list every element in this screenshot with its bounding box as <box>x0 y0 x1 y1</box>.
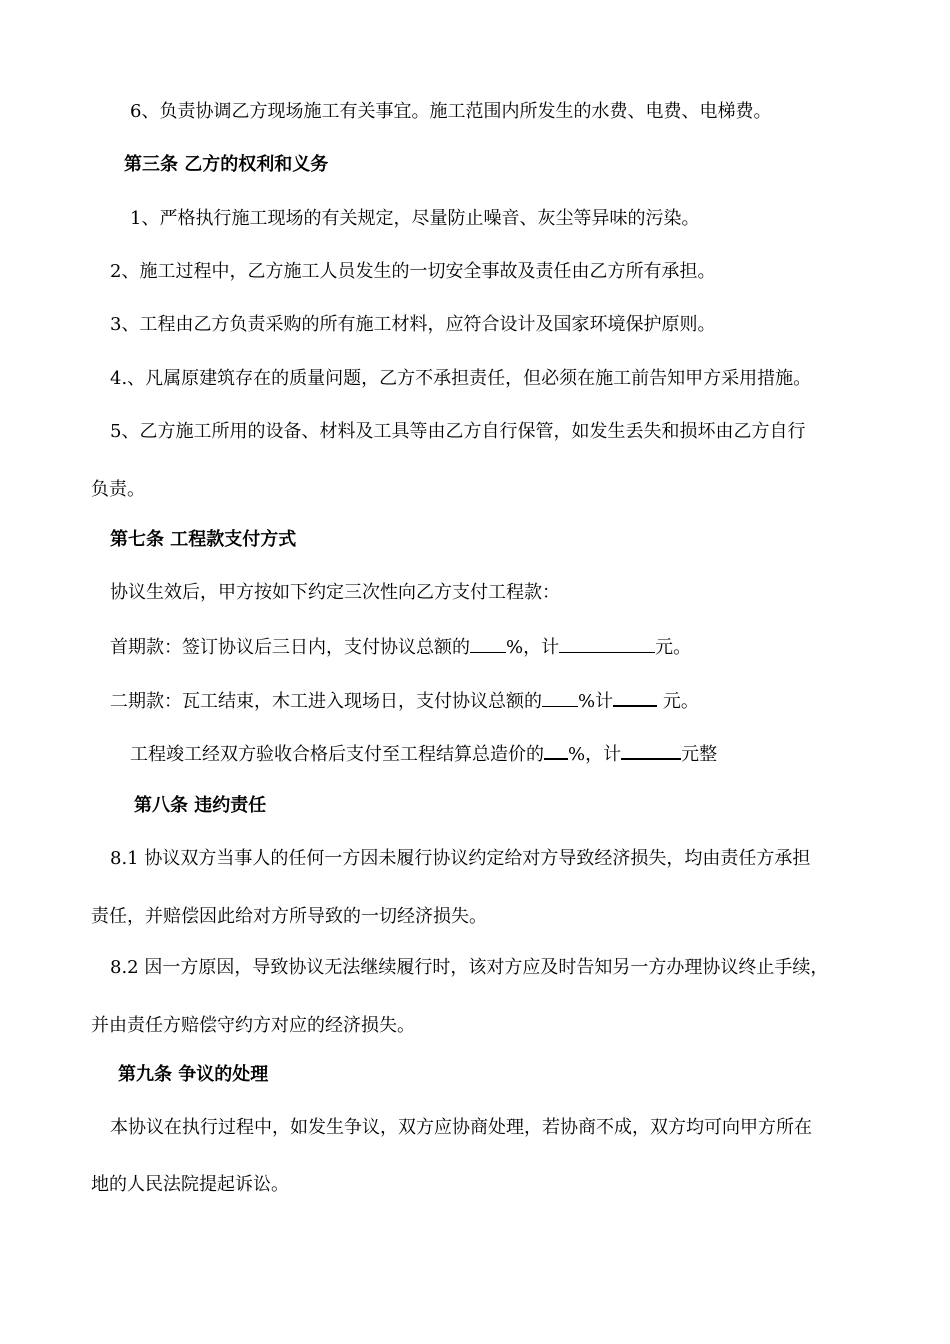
payment-first-installment <box>110 634 691 660</box>
payment-final-unit: %，计 <box>568 744 622 765</box>
clause-8-1-line1: 8.1 协议双方当事人的任何一方因未履行协议约定给对方导致经济损失，均由责任方承担 <box>110 848 811 869</box>
payment-intro: 协议生效后，甲方按如下约定三次性向乙方支付工程款： <box>110 582 560 603</box>
payment-second-amount-blank <box>613 687 657 707</box>
payment-final-text: 工程竣工经双方验收合格后支付至工程结算总造价的 <box>130 744 544 765</box>
article-8-heading: 第八条 违约责任 <box>134 795 267 816</box>
article-9-heading: 第九条 争议的处理 <box>118 1064 269 1085</box>
payment-second-suffix: 元。 <box>657 691 699 712</box>
payment-second-percent-blank <box>542 688 578 707</box>
payment-final-amount-blank <box>621 740 681 760</box>
payment-first-percent-blank <box>470 634 506 653</box>
clause-8-1-line2: 责任，并赔偿因此给对方所导致的一切经济损失。 <box>91 906 487 927</box>
article-3-item-2: 2、施工过程中，乙方施工人员发生的一切安全事故及责任由乙方所有承担。 <box>110 261 716 282</box>
article-3-item-5-line2: 负责。 <box>91 479 145 500</box>
payment-first-amount-blank <box>559 634 655 653</box>
payment-second-unit: %计 <box>578 691 614 712</box>
article-3-item-3: 3、工程由乙方负责采购的所有施工材料，应符合设计及国家环境保护原则。 <box>110 314 716 335</box>
payment-first-text: 首期款：签订协议后三日内，支付协议总额的 <box>110 637 470 658</box>
payment-first-suffix: 元。 <box>655 637 692 658</box>
article-3-item-1: 1、严格执行施工现场的有关规定，尽量防止噪音、灰尘等异味的污染。 <box>130 208 700 229</box>
dispute-clause-line2: 地的人民法院提起诉讼。 <box>91 1174 289 1195</box>
clause-8-2-line2: 并由责任方赔偿守约方对应的经济损失。 <box>91 1015 415 1036</box>
article-3-item-5-line1: 5、乙方施工所用的设备、材料及工具等由乙方自行保管，如发生丢失和损坏由乙方自行 <box>110 421 806 442</box>
payment-final-percent-blank <box>544 740 568 760</box>
article-3-heading: 第三条 乙方的权利和义务 <box>124 154 329 175</box>
payment-final-suffix: 元整 <box>681 744 718 765</box>
article-7-heading: 第七条 工程款支付方式 <box>110 529 297 550</box>
clause-party-a-item-6: 6、负责协调乙方现场施工有关事宜。施工范围内所发生的水费、电费、电梯费。 <box>130 101 772 122</box>
clause-8-2-line1: 8.2 因一方原因，导致协议无法继续履行时，该对方应及时告知另一方办理协议终止手续， <box>110 957 829 978</box>
payment-first-unit: %，计 <box>506 637 560 658</box>
dispute-clause-line1: 本协议在执行过程中，如发生争议，双方应协商处理，若协商不成，双方均可向甲方所在 <box>110 1117 812 1138</box>
payment-second-text: 二期款：瓦工结束，木工进入现场日，支付协议总额的 <box>110 691 542 712</box>
article-3-item-4: 4.、凡属原建筑存在的质量问题，乙方不承担责任，但必须在施工前告知甲方采用措施。 <box>110 368 812 389</box>
payment-final-installment <box>130 740 717 767</box>
payment-second-installment <box>110 687 699 714</box>
